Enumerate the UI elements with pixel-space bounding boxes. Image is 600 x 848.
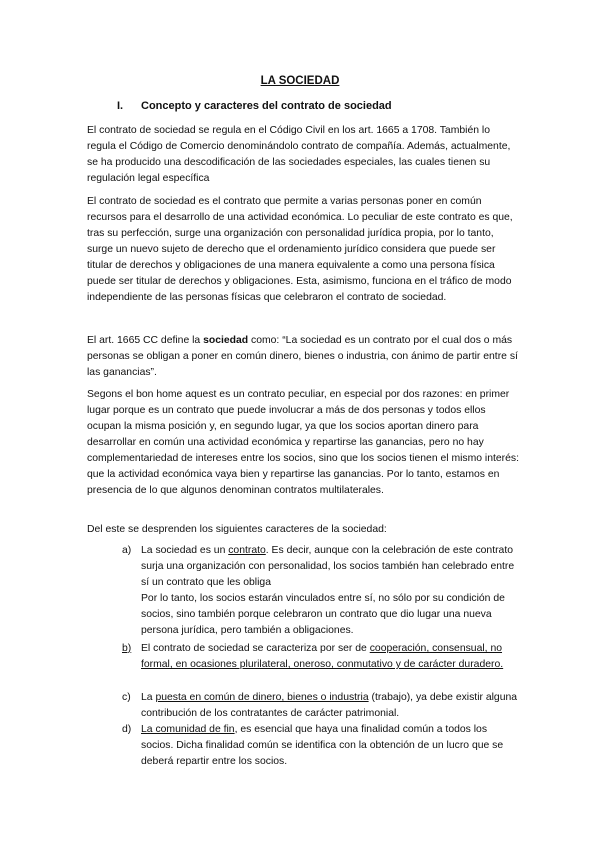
underlined-term: puesta en común de dinero, bienes o industria: [155, 692, 369, 703]
list-marker: b): [122, 643, 132, 654]
underlined-term: cooperación, consensual, no formal, en ocasiones plurilateral, oneroso, conmutativo y de carácter duradero.: [141, 643, 504, 670]
list-marker: a): [122, 545, 132, 556]
p3-after: como: “La sociedad es un contrato por el cual dos o más personas se obligan a poner en común dinero, bienes o industria, con ánimo de partir entre sí las ganancias”.: [87, 335, 518, 378]
section-title: Concepto y caracteres del contrato de sociedad: [141, 100, 392, 112]
p3-bold-term: sociedad: [203, 335, 249, 346]
paragraph-definition: El contrato de sociedad es el contrato que permite a varias personas poner en común recursos para el desarrollo de una actividad económica. Lo peculiar de este contrato es que, tras su perfección, surge una organización con personalidad jurídica propia, por lo tanto, surge un nuevo sujeto de derecho que el ordenamiento jurídico considera que puede ser titular de derechos y obligaciones de una manera equivalente a como una persona física puede ser titular de derechos y obligaciones. Esta, asimismo, funciona en el tráfico de modo independiente de las personas físicas que celebraron el contrato de sociedad.: [87, 196, 513, 303]
text-run: . Es decir, aunque con la celebración de este contrato surja una organización con personalidad, los socios también han celebrado entre sí un contrato que les obliga: [141, 545, 515, 588]
text-run: La: [141, 692, 156, 703]
paragraph-regulation: El contrato de sociedad se regula en el Código Civil en los art. 1665 a 1708. También lo regula el Código de Comercio denominándolo contrato de compañía. Además, actualmente, se ha producido una descodificación de las sociedades especiales, las cuales tienen su regulación legal específica: [87, 125, 511, 184]
list-item-text: [141, 690, 522, 722]
paragraph-art-1665: [87, 333, 519, 381]
underlined-term: La comunidad de fin: [141, 724, 235, 735]
text-run: El contrato de sociedad se caracteriza por ser de: [141, 643, 370, 654]
list-item-text: [141, 641, 522, 673]
text-run: , es esencial que haya una finalidad común a todos los socios. Dicha finalidad común se identifica con la obtención de un lucro que se deberá repartir entre los socios.: [141, 724, 504, 767]
list-marker: c): [122, 692, 131, 703]
underlined-term: contrato: [228, 545, 266, 556]
list-item-text: [141, 722, 522, 770]
document-title: LA SOCIEDAD: [260, 75, 340, 87]
list-item-text: [141, 543, 522, 639]
text-run: (trabajo), ya debe existir alguna contribución de los contratantes de carácter patrimonial.: [141, 692, 518, 719]
list-marker: d): [122, 724, 132, 735]
paragraph-peculiar: Segons el bon home aquest es un contrato peculiar, en especial por dos razones: en primer lugar porque es un contrato que puede involucrar a más de dos personas y todos ellos ocupan la misma posición y, en segundo lugar, ya que los socios aportan dinero para desarrollar en común una actividad económica y repartirse las ganancias, pero no hay complementariedad de intereses entre los socios, sino que los socios tienen el mismo interés: que la actividad económica vaya bien y repartirse las ganancias. Por lo tanto, estamos en presencia de lo que algunos denominan contratos multilaterales.: [87, 389, 520, 496]
text-run: Por lo tanto, los socios estarán vinculados entre sí, no sólo por su condición de socios, sino también porque celebraron un contrato que dio lugar una nueva persona jurídica, pero también a obligaciones.: [141, 593, 505, 636]
section-number: I.: [117, 100, 124, 112]
paragraph-caracteres-intro: Del este se desprenden los siguientes caracteres de la sociedad:: [87, 524, 387, 535]
p3-before: El art. 1665 CC define la: [87, 335, 204, 346]
text-run: La sociedad es un: [141, 545, 229, 556]
